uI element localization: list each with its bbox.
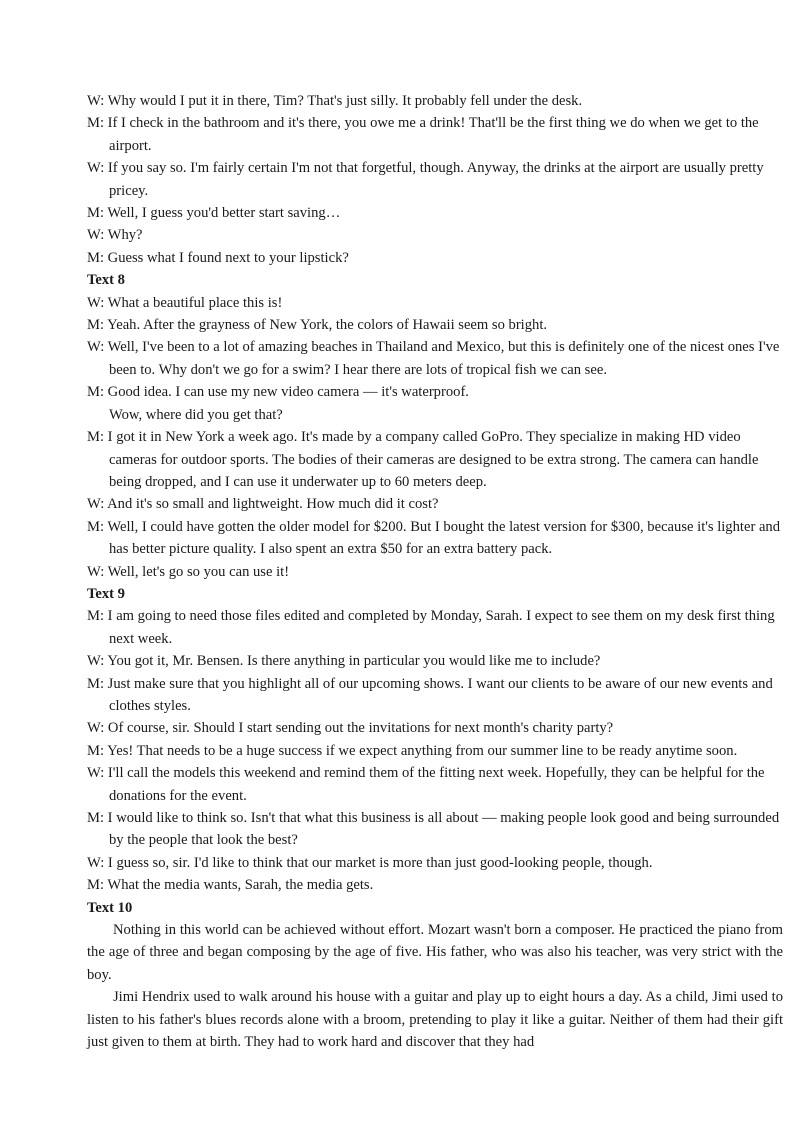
- section-heading: Text 9: [87, 585, 125, 602]
- dialogue-line: W: You got it, Mr. Bensen. Is there anything in particular you would like me to include?: [87, 653, 601, 670]
- dialogue-line: M: I would like to think so. Isn't that what this business is all about — making people look good and being surrounded by the people that look the best?: [87, 810, 780, 849]
- dialogue-line: M: Good idea. I can use my new video camera — it's waterproof.: [87, 384, 469, 401]
- dialogue-line: M: Yes! That needs to be a huge success if we expect anything from our summer line to be ready anytime soon.: [87, 742, 738, 759]
- dialogue-line: M: If I check in the bathroom and it's there, you owe me a drink! That'll be the first thing we do when we get to the airport.: [87, 115, 759, 154]
- dialogue-line: W: Well, let's go so you can use it!: [87, 563, 290, 580]
- section-heading: Text 10: [87, 899, 133, 916]
- dialogue-line: Wow, where did you get that?: [109, 406, 283, 423]
- text10-section: [87, 897, 783, 1054]
- dialogue-line: W: I guess so, sir. I'd like to think that our market is more than just good-looking people, though.: [87, 854, 653, 871]
- passage-paragraph: Jimi Hendrix used to walk around his house with a guitar and play up to eight hours a day. As a child, Jimi used to listen to his father's blues records alone with a broom, pretending to play it like a guitar. Neither of them had their gift just given to them at birth. They had to work hard and discover that they had: [87, 989, 783, 1051]
- dialogue-line: W: What a beautiful place this is!: [87, 294, 283, 311]
- text7-tail-section: [87, 90, 783, 269]
- dialogue-line: M: Yeah. After the grayness of New York, the colors of Hawaii seem so bright.: [87, 317, 548, 334]
- dialogue-line: M: What the media wants, Sarah, the media gets.: [87, 877, 374, 894]
- dialogue-line: W: And it's so small and lightweight. How much did it cost?: [87, 496, 439, 513]
- dialogue-line: W: Why?: [87, 227, 143, 244]
- section-heading: Text 8: [87, 272, 125, 289]
- document-page: [87, 90, 783, 1053]
- dialogue-line: W: Well, I've been to a lot of amazing beaches in Thailand and Mexico, but this is definitely one of the nicest ones I've been to. Why don't we go for a swim? I hear there are lots of tropical fish we can see.: [87, 339, 780, 378]
- dialogue-line: M: Well, I could have gotten the older model for $200. But I bought the latest version for $300, because it's lighter and has better picture quality. I also spent an extra $50 for an extra battery pack.: [87, 518, 781, 558]
- dialogue-line: M: Guess what I found next to your lipstick?: [87, 249, 349, 266]
- dialogue-line: W: Why would I put it in there, Tim? That's just silly. It probably fell under the desk.: [87, 93, 583, 109]
- dialogue-line: W: I'll call the models this weekend and remind them of the fitting next week. Hopefully, they can be helpful for the donations for the event.: [87, 765, 765, 804]
- text9-section: [87, 583, 783, 897]
- text8-section: [87, 269, 783, 583]
- dialogue-line: M: I got it in New York a week ago. It's made by a company called GoPro. They specialize in making HD video cameras for outdoor sports. The bodies of their cameras are designed to be extra strong. The camera can handle being dropped, and I can use it underwater up to 60 meters deep.: [87, 429, 759, 490]
- dialogue-line: W: If you say so. I'm fairly certain I'm not that forgetful, though. Anyway, the drinks at the airport are usually pretty pricey.: [87, 160, 764, 199]
- passage-paragraph: Nothing in this world can be achieved without effort. Mozart wasn't born a composer. He practiced the piano from the age of three and began composing by the age of five. His father, who was also his teacher, was very strict with the boy.: [87, 922, 783, 983]
- dialogue-line: M: Just make sure that you highlight all of our upcoming shows. I want our clients to be aware of our new events and clothes styles.: [87, 675, 773, 714]
- dialogue-line: M: I am going to need those files edited and completed by Monday, Sarah. I expect to see them on my desk first thing next week.: [87, 608, 775, 647]
- dialogue-line: M: Well, I guess you'd better start saving…: [87, 205, 341, 222]
- dialogue-line: W: Of course, sir. Should I start sending out the invitations for next month's charity party?: [87, 720, 614, 737]
